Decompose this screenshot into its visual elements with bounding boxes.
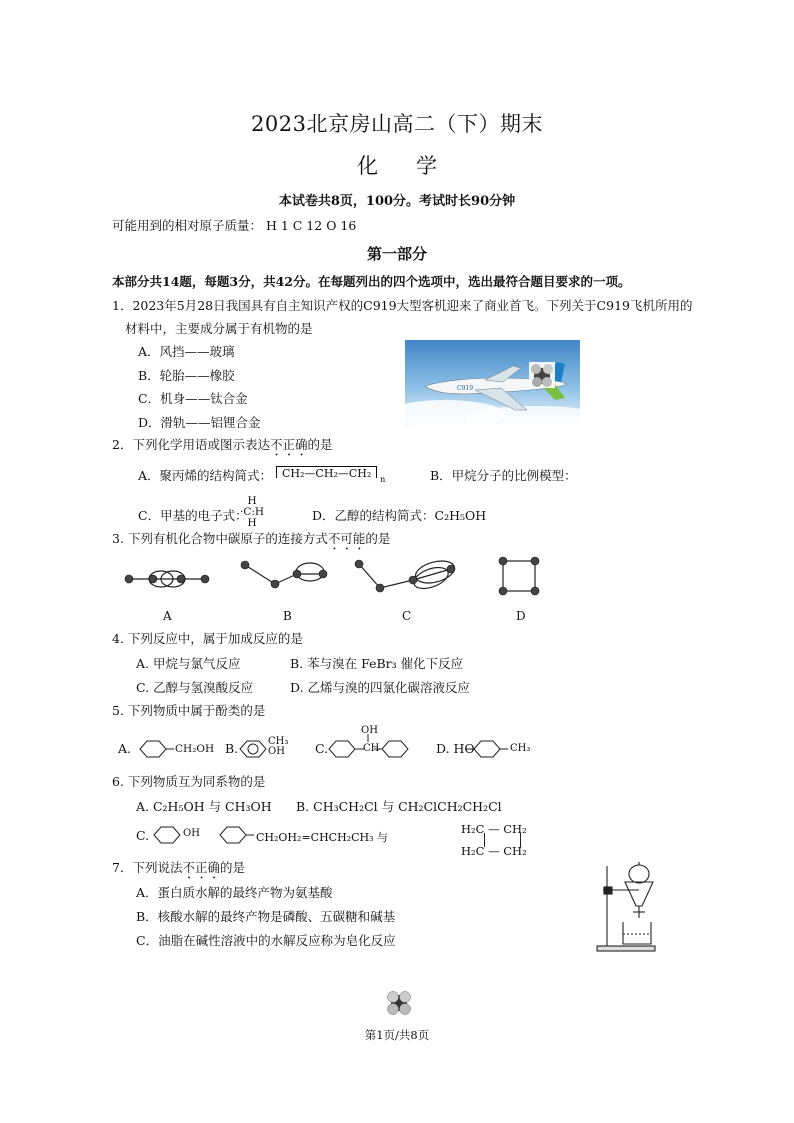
q6-option-c-label: C. <box>136 828 150 843</box>
q5-option-b-label: B. <box>225 741 239 756</box>
q2-negation: 不正确 <box>269 437 308 452</box>
q1-option-c: C．机身——钛合金 <box>138 391 248 406</box>
q4-option-d: D. 乙烯与溴的四氯化碳溶液反应 <box>290 680 471 695</box>
q1-option-b: B．轮胎——橡胶 <box>138 368 235 383</box>
q4-stem: 4. 下列反应中，属于加成反应的是 <box>112 631 303 646</box>
q5-b-groups: CH₃ OH <box>268 736 289 757</box>
page-number: 第1页/共8页 <box>364 1028 430 1042</box>
q7-option-a: A．蛋白质水解的最终产物为氨基酸 <box>136 885 333 900</box>
q3-label-a: A <box>163 609 172 623</box>
plane-livery-text: C919 <box>457 385 474 392</box>
exam-info: 本试卷共8页，100分。考试时长90分钟 <box>278 194 516 209</box>
q4-option-b: B. 苯与溴在 FeBr₃ 催化下反应 <box>290 656 464 671</box>
q6-rings <box>150 818 260 852</box>
q5-stem: 5. 下列物质中属于酚类的是 <box>112 703 266 718</box>
airplane-image <box>405 340 580 426</box>
q6-c-mid: CH₂OH₂=CHCH₂CH₃ 与 <box>256 831 388 844</box>
q7-stem: 7．下列说法不正确的是 <box>112 860 245 875</box>
q1-option-a: A．风挡——玻璃 <box>138 344 235 359</box>
carbon-skeleton-figures <box>115 552 555 602</box>
q5-option-d-label: D. HO <box>436 741 475 756</box>
q7-negation: 不正确 <box>182 860 220 875</box>
q6-option-a: A. C₂H₅OH 与 CH₃OH <box>136 799 272 814</box>
q2-option-a: A．聚丙烯的结构简式： CH₂—CH₂—CH₂ n <box>138 467 386 484</box>
q3-label-b: B <box>283 609 292 623</box>
q3-label-c: C <box>402 609 412 623</box>
q7-option-b: B．核酸水解的最终产物是磷酸、五碳糖和碱基 <box>136 909 396 924</box>
q6-option-b: B. CH₃CH₂Cl 与 CH₂ClCH₂CH₂Cl <box>296 799 502 814</box>
page-title: 2023北京房山高二（下）期末 <box>251 112 543 136</box>
q7-option-c: C．油脂在碱性溶液中的水解反应称为皂化反应 <box>136 933 396 948</box>
q1-line2: 材料中，主要成分属于有机物的是 <box>125 321 313 336</box>
q2-option-c: C．甲基的电子式： <box>138 508 248 523</box>
q2-option-d: D．乙醇的结构简式：C₂H₅OH <box>312 508 487 523</box>
skeleton-c <box>359 557 457 592</box>
q3-stem: 3. 下列有机化合物中碳原子的连接方式不可能的是 <box>112 531 391 546</box>
methane-model-logo <box>386 990 412 1016</box>
q3-negation: 不可能 <box>327 531 366 546</box>
polypropylene-formula: CH₂—CH₂—CH₂ n <box>276 466 377 480</box>
skeleton-d <box>503 561 535 591</box>
q6-stem: 6. 下列物质互为同系物的是 <box>112 774 266 789</box>
q2-option-b: B．甲烷分子的比例模型： <box>430 468 577 483</box>
q5-option-a-label: A. <box>118 741 132 756</box>
cyclobutane-bond-left <box>484 833 485 847</box>
skeleton-a <box>129 571 205 587</box>
atomic-masses: 可能用到的相对原子质量： H 1 C 12 O 16 <box>112 218 357 233</box>
q3-label-d: D <box>516 609 526 623</box>
methyl-electron-formula: H ·C:H H <box>240 495 265 529</box>
q5-c-ch: CH <box>363 743 380 754</box>
q6-c-oh: OH <box>183 828 200 839</box>
cyclobutane-bond-right <box>520 833 521 847</box>
part-instruction: 本部分共14题，每题3分，共42分。在每题列出的四个选项中，选出最符合题目要求的一项。 <box>112 274 631 289</box>
q2-stem: 2．下列化学用语或图示表达不正确的是 <box>112 437 333 452</box>
cyclobutane-formula: H₂C — CH₂ H₂C — CH₂ <box>461 822 527 858</box>
part-title: 第一部分 <box>366 245 427 263</box>
skeleton-b <box>245 563 324 584</box>
q5-option-c-label: C. <box>315 741 329 756</box>
methane-model-overlay <box>529 362 555 388</box>
q5-a-group: CH₂OH <box>175 743 215 755</box>
q4-option-a: A. 甲烷与氯气反应 <box>136 656 241 671</box>
q5-c-oh: OH <box>361 725 378 736</box>
q1-option-d: D．滑轨——铝锂合金 <box>138 415 261 430</box>
subject-title: 化学 <box>357 154 475 178</box>
q4-option-c: C. 乙醇与氢溴酸反应 <box>136 680 254 695</box>
lab-apparatus-image <box>595 862 667 954</box>
q5-d-ch3: CH₃ <box>510 743 531 754</box>
q1-line1: 1．2023年5月28日我国具有自主知识产权的C919大型客机迎来了商业首飞。下列关于C919飞机所用的 <box>112 298 693 313</box>
